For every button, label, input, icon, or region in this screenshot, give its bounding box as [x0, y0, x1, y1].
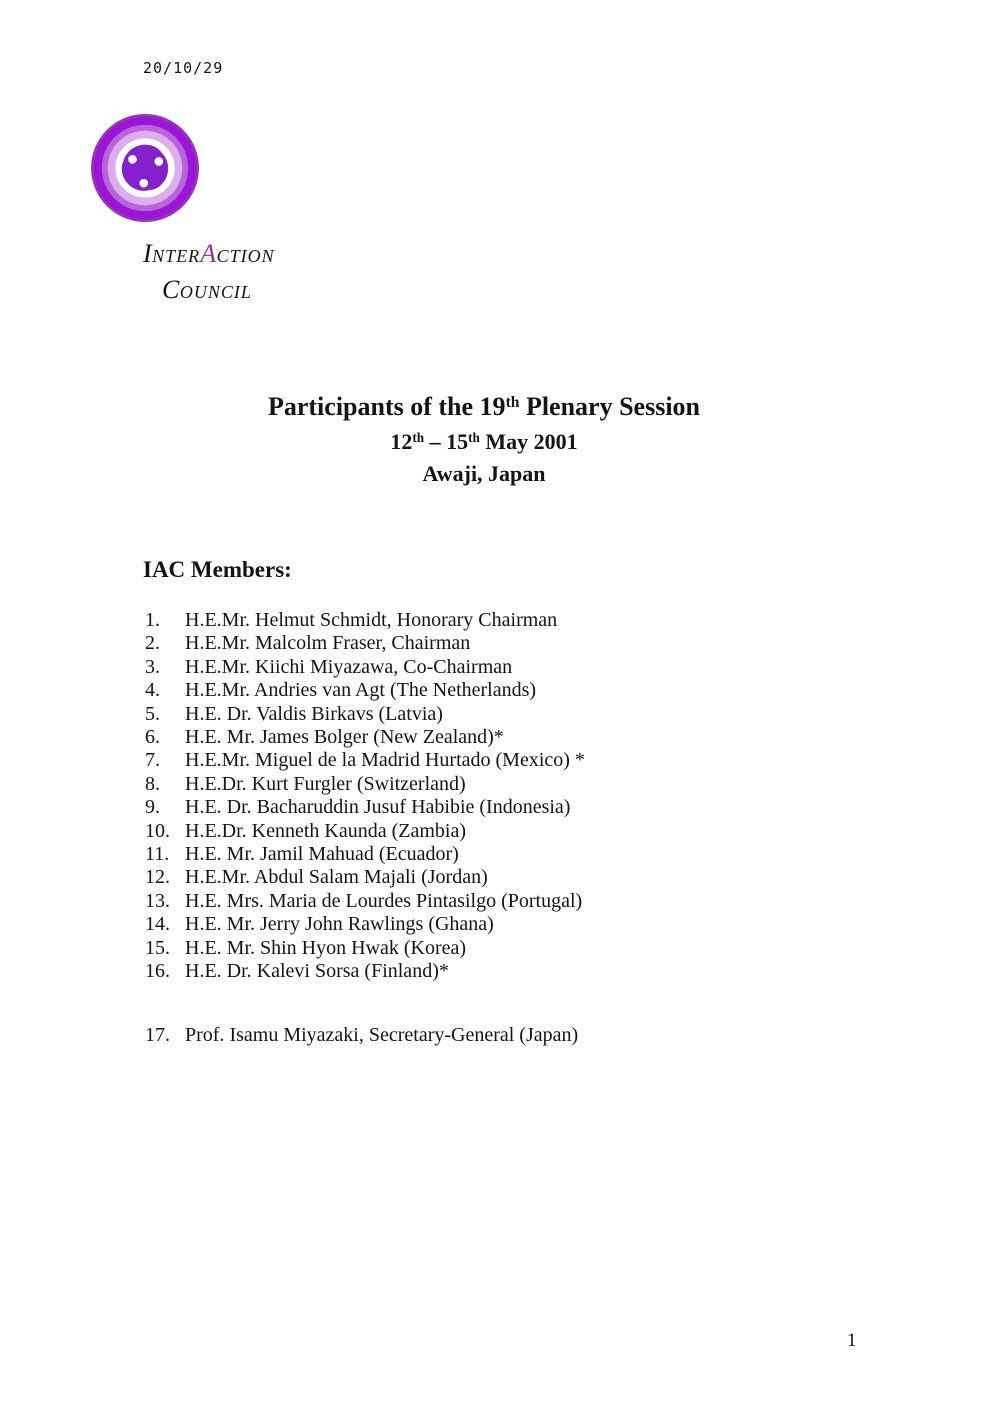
member-row — [145, 773, 845, 796]
date-start: 12 — [390, 429, 413, 454]
member-row — [145, 609, 845, 632]
member-number: 9. — [145, 796, 160, 819]
member-name: H.E.Dr. Kurt Furgler (Switzerland) — [185, 772, 466, 795]
member-row — [145, 843, 845, 866]
members-section-heading: IAC Members: — [143, 557, 292, 582]
member-name: H.E.Mr. Andries van Agt (The Netherlands) — [185, 679, 537, 702]
member-row — [145, 913, 845, 936]
member-name: H.E. Mr. James Bolger (New Zealand)* — [185, 726, 504, 749]
member-number: 12. — [145, 866, 170, 889]
member-name: H.E. Mrs. Maria de Lourdes Pintasilgo (Portugal) — [185, 889, 583, 912]
member-number: 5. — [145, 702, 160, 725]
member-number: 11. — [145, 843, 170, 866]
org-nter: NTER — [152, 246, 201, 266]
member-number: 2. — [145, 632, 160, 655]
date-superscript-1: th — [412, 430, 425, 446]
member-name: H.E. Mr. Jamil Mahuad (Ecuador) — [185, 843, 459, 866]
session-dates — [143, 427, 825, 459]
member-name: H.E. Mr. Jerry John Rawlings (Ghana) — [185, 913, 494, 936]
document-title-block — [143, 391, 825, 488]
org-initial-c: C — [162, 275, 180, 304]
logo-swirl-icon — [116, 139, 174, 197]
member-name: H.E. Dr. Valdis Birkavs (Latvia) — [185, 702, 443, 725]
member-number: 16. — [145, 960, 170, 983]
member-row — [145, 1024, 845, 1047]
member-name: H.E. Mr. Shin Hyon Hwak (Korea) — [185, 936, 467, 959]
member-number: 13. — [145, 889, 170, 912]
session-location: Awaji, Japan — [422, 461, 546, 486]
member-number: 14. — [145, 913, 170, 936]
member-number: 15. — [145, 936, 170, 959]
member-row — [145, 679, 845, 702]
org-name — [143, 238, 275, 309]
date-end: May 2001 — [479, 429, 578, 454]
member-name: Prof. Isamu Miyazaki, Secretary-General (Japan) — [185, 1023, 579, 1046]
title-text: Participants of the 19 — [267, 392, 506, 421]
title-superscript: th — [505, 394, 520, 412]
member-row — [145, 749, 845, 772]
org-name-line1 — [143, 238, 275, 273]
member-row — [145, 656, 845, 679]
member-name: H.E. Dr. Kalevi Sorsa (Finland)* — [185, 960, 449, 983]
page-number: 1 — [847, 1330, 857, 1351]
member-row — [145, 632, 845, 655]
member-number: 7. — [145, 749, 160, 772]
member-row — [145, 866, 845, 889]
member-number: 10. — [145, 819, 170, 842]
member-name: H.E.Dr. Kenneth Kaunda (Zambia) — [185, 819, 467, 842]
member-number: 4. — [145, 679, 160, 702]
member-row — [145, 703, 845, 726]
org-initial-i: I — [143, 239, 153, 268]
org-initial-a: A — [200, 239, 217, 268]
org-ouncil: OUNCIL — [179, 282, 252, 302]
member-name: H.E.Mr. Kiichi Miyazawa, Co-Chairman — [185, 655, 513, 678]
org-name-line2 — [143, 274, 275, 309]
member-name: H.E.Mr. Abdul Salam Majali (Jordan) — [185, 866, 488, 889]
member-name: H.E.Mr. Malcolm Fraser, Chairman — [185, 632, 471, 655]
member-row — [145, 796, 845, 819]
member-number: 6. — [145, 726, 160, 749]
member-row — [145, 820, 845, 843]
member-row — [145, 937, 845, 960]
member-row — [145, 726, 845, 749]
member-list — [145, 609, 845, 1047]
member-number: 1. — [145, 609, 160, 631]
member-name: H.E.Mr. Miguel de la Madrid Hurtado (Mexico) * — [185, 749, 585, 772]
member-row — [145, 890, 845, 913]
member-row — [145, 960, 845, 983]
date-superscript-2: th — [468, 430, 480, 446]
date-stamp: 20/10/29 — [143, 59, 224, 77]
member-number: 3. — [145, 655, 160, 678]
member-name: H.E.Mr. Helmut Schmidt, Honorary Chairman — [185, 609, 558, 631]
interaction-council-logo — [91, 114, 199, 222]
title-text-end: Plenary Session — [519, 392, 701, 421]
member-number: 17. — [145, 1023, 170, 1046]
member-number: 8. — [145, 772, 160, 795]
page-title — [143, 391, 825, 427]
org-ction: CTION — [216, 246, 275, 266]
member-name: H.E. Dr. Bacharuddin Jusuf Habibie (Indonesia) — [185, 796, 571, 819]
date-dash: – 15 — [424, 429, 469, 454]
